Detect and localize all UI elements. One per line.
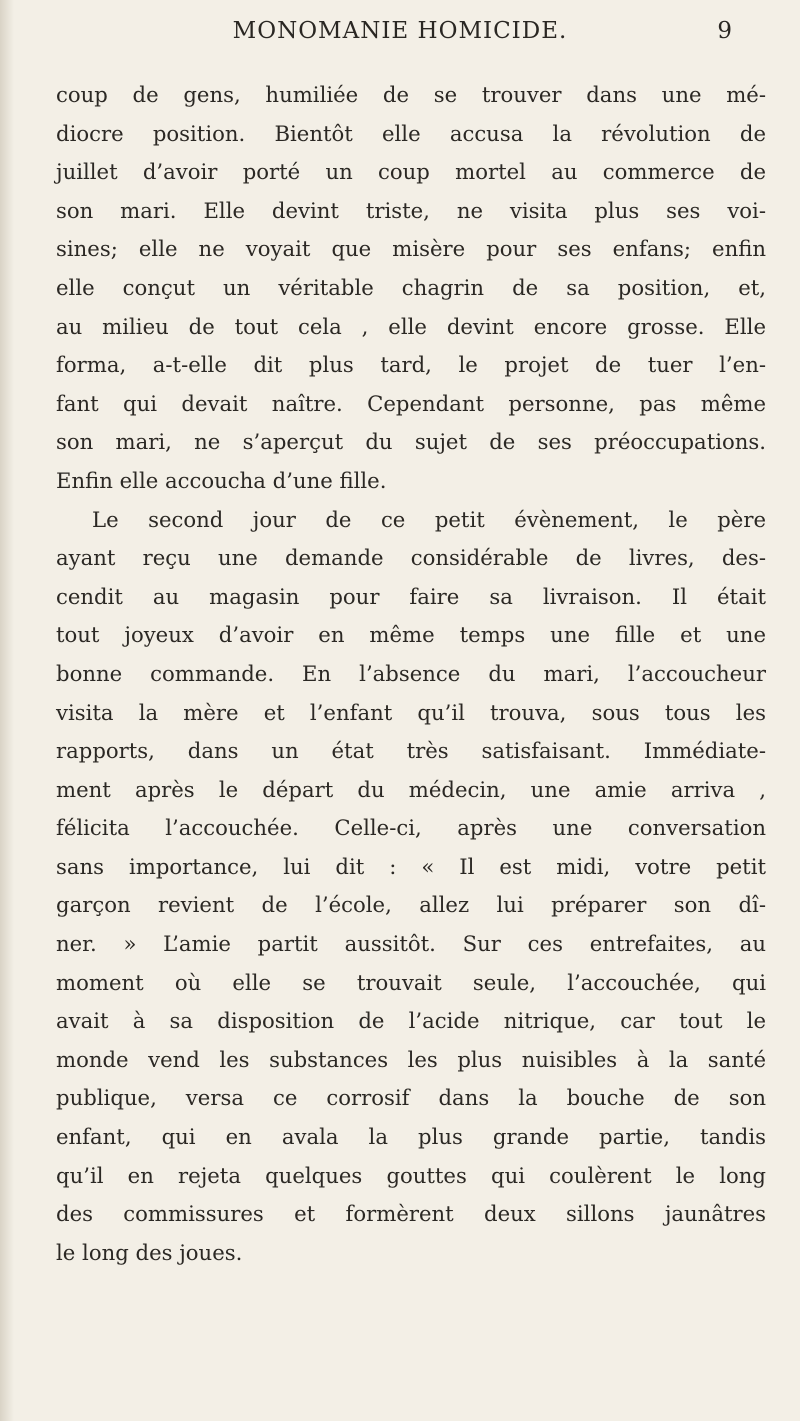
text-line: coup de gens, humiliée de se trouver dans une mé- [56,82,766,107]
text-line: son mari, ne s’aperçut du sujet de ses préoccupations. [56,429,766,455]
text-line: fant qui devait naître. Cependant personne, pas même [56,390,766,416]
page-number: 9 [717,18,732,44]
text-line: félicita l’accouchée. Celle-ci, après une conversation [56,815,766,841]
text-line: tout joyeux d’avoir en même temps une fille et une [56,622,766,648]
body-text [56,76,766,1272]
text-line: juillet d’avoir porté un coup mortel au commerce de [56,159,766,185]
text-line: sans importance, lui dit : « Il est midi, votre petit [56,853,766,879]
text-line: le long des joues. [56,1239,243,1265]
text-line: elle conçut un véritable chagrin de sa position, et, [56,274,766,300]
page-binding-shadow [0,0,14,1421]
text-line: bonne commande. En l’absence du mari, l’accoucheur [56,660,766,686]
running-title: MONOMANIE HOMICIDE. [232,18,568,44]
text-line: qu’il en rejeta quelques gouttes qui coulèrent le long [56,1162,766,1188]
text-line: au milieu de tout cela , elle devint encore grosse. Elle [56,313,766,339]
text-line: Enfin elle accoucha d’une fille. [56,467,387,493]
text-line: ner. » L’amie partit aussitôt. Sur ces entrefaites, au [56,931,766,957]
text-line: son mari. Elle devint triste, ne visita plus ses voi- [56,197,766,223]
text-line: ayant reçu une demande considérable de livres, des- [56,545,766,571]
text-line: diocre position. Bientôt elle accusa la révolution de [56,120,766,146]
text-line: ment après le départ du médecin, une amie arriva , [56,776,766,802]
text-line: publique, versa ce corrosif dans la bouche de son [56,1085,766,1111]
text-line: rapports, dans un état très satisfaisant. Immédiate- [56,738,766,764]
text-line: enfant, qui en avala la plus grande partie, tandis [56,1124,766,1150]
text-line: sines; elle ne voyait que misère pour ses enfans; enfin [56,236,766,262]
text-line: des commissures et formèrent deux sillons jaunâtres [56,1201,766,1227]
text-line: forma, a-t-elle dit plus tard, le projet de tuer l’en- [56,352,766,378]
text-line: Le second jour de ce petit évènement, le père [92,506,766,532]
text-line: avait à sa disposition de l’acide nitrique, car tout le [56,1008,766,1034]
page-header [0,18,800,58]
text-line: monde vend les substances les plus nuisibles à la santé [56,1046,766,1072]
text-line: moment où elle se trouvait seule, l’accouchée, qui [56,969,766,995]
text-line: garçon revient de l’école, allez lui préparer son dî- [56,892,766,918]
text-line: cendit au magasin pour faire sa livraison. Il était [56,583,766,609]
text-line: visita la mère et l’enfant qu’il trouva, sous tous les [56,699,766,725]
